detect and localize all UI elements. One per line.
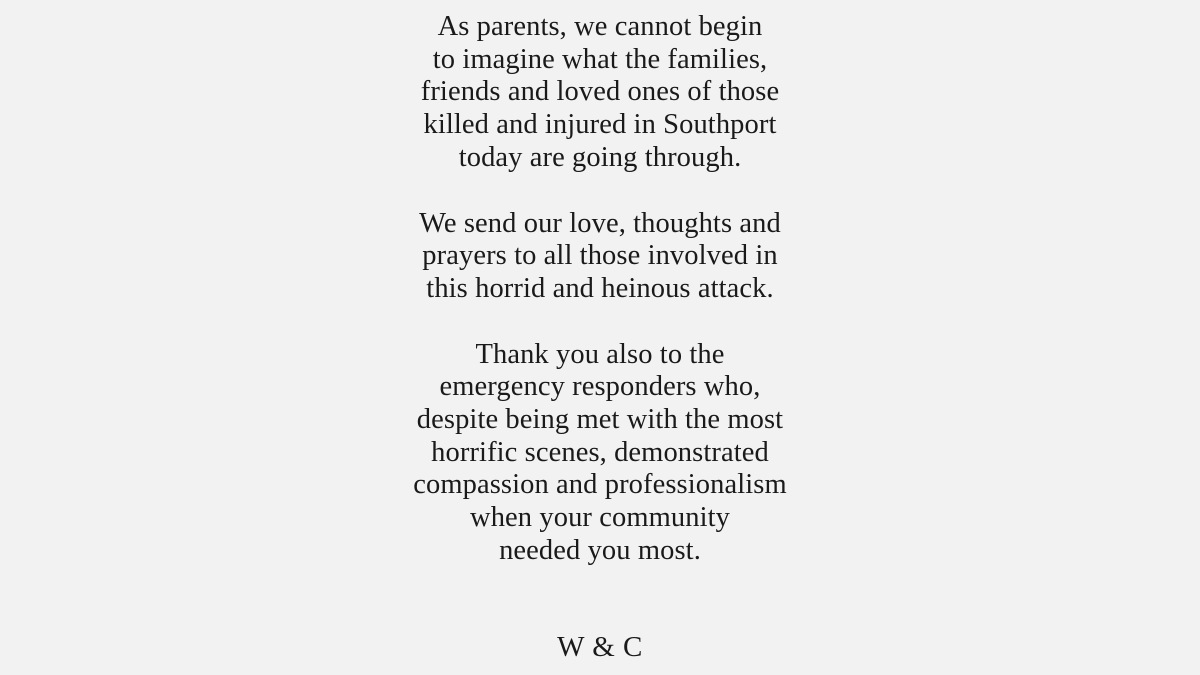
statement-line: compassion and professionalism [413, 469, 787, 501]
statement-line: when your community [470, 502, 730, 534]
statement-paragraph-1 [0, 11, 1200, 175]
signature: W & C [557, 631, 643, 663]
statement-line: prayers to all those involved in [422, 240, 778, 272]
statement-line: despite being met with the most [416, 404, 784, 436]
statement-line: needed you most. [499, 534, 701, 566]
statement [0, 11, 1200, 601]
statement-line: friends and loved ones of those [420, 76, 780, 108]
statement-line: this horrid and heinous attack. [426, 272, 774, 304]
statement-paragraph-3 [0, 339, 1200, 568]
statement-line: emergency responders who, [439, 371, 761, 403]
statement-line: As parents, we cannot begin [437, 11, 763, 42]
statement-line: to imagine what the families, [432, 43, 768, 75]
statement-paragraph-2 [0, 208, 1200, 306]
statement-line: killed and injured in Southport [423, 109, 777, 141]
statement-line: today are going through. [458, 141, 742, 173]
statement-line: We send our love, thoughts and [419, 207, 781, 239]
statement-line: Thank you also to the [475, 338, 725, 370]
statement-line: horrific scenes, demonstrated [431, 436, 769, 468]
